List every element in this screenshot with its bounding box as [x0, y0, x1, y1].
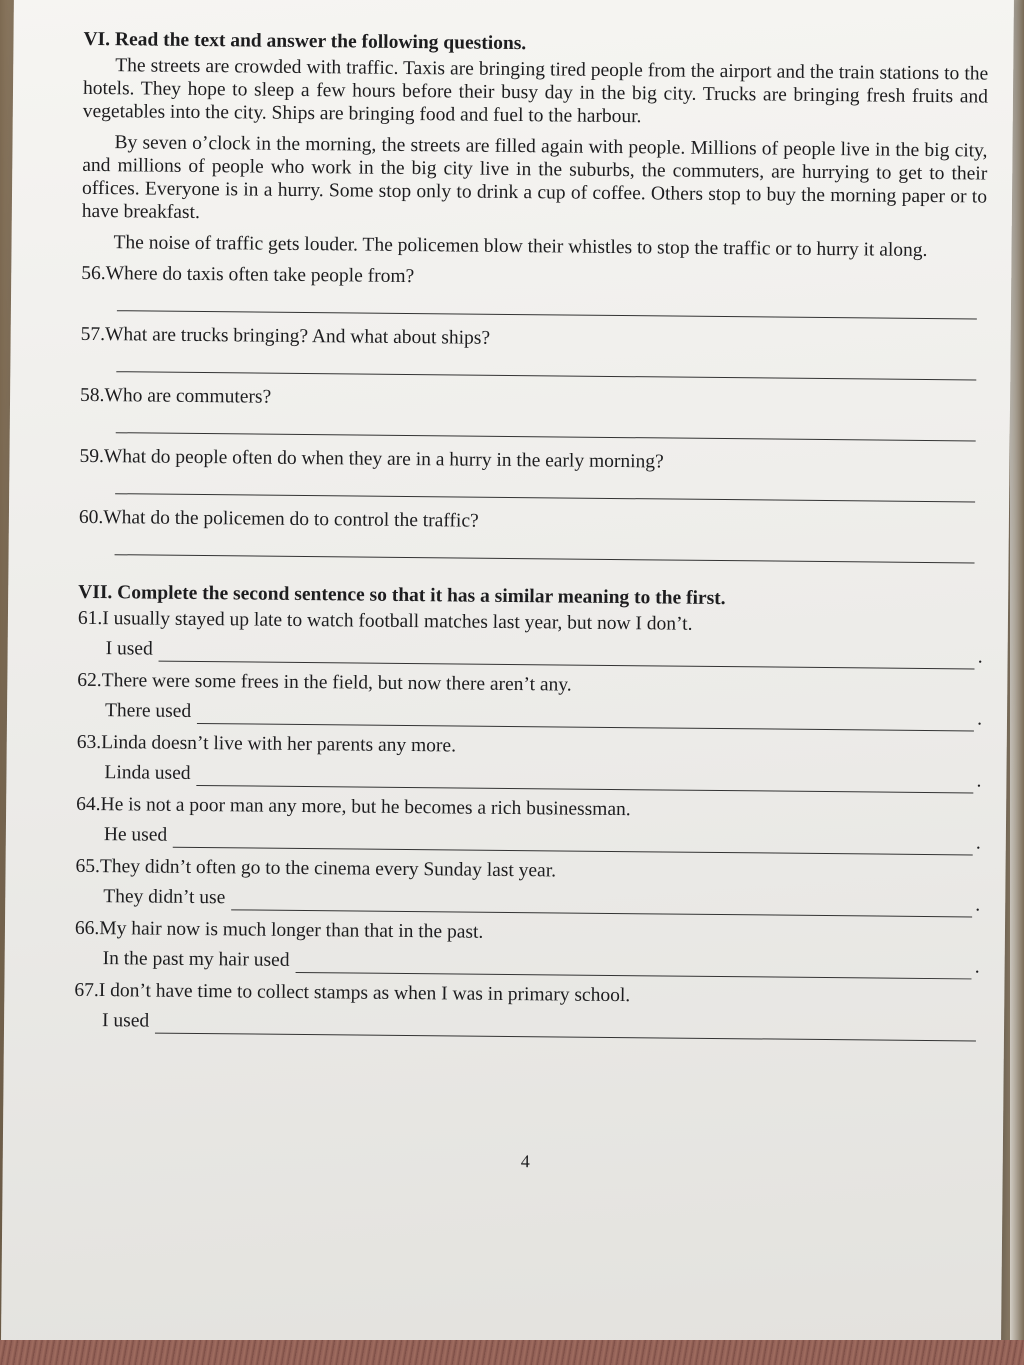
rewrite-blank[interactable]: [196, 765, 973, 793]
answer-line[interactable]: [115, 493, 975, 502]
rewrite-row: [103, 945, 980, 979]
answer-line[interactable]: [116, 371, 976, 380]
question-58: [80, 384, 985, 442]
original-sentence: 67.I don’t have time to collect stamps as when I was in primary school.: [74, 979, 631, 1007]
rewrite-item-65: [75, 855, 980, 918]
section-6-heading: VI. Read the text and answer the following questions.: [83, 28, 527, 55]
rewrite-blank[interactable]: [295, 952, 971, 979]
sentence-end-mark: .: [976, 770, 982, 792]
original-sentence: 66.My hair now is much longer than that in the past.: [74, 917, 484, 943]
section-7: [74, 581, 983, 1042]
worksheet-page: [1, 0, 1014, 1355]
answer-line[interactable]: [115, 554, 975, 563]
rewrite-row: [102, 1007, 979, 1041]
original-sentence: 63.Linda doesn’t live with her parents any more.: [76, 731, 457, 757]
original-sentence: 65.They didn’t often go to the cinema every Sunday last year.: [75, 855, 557, 882]
original-sentence: 61.I usually stayed up late to watch football matches last year, but now I don’t.: [77, 607, 693, 635]
section-7-heading: VII. Complete the second sentence so that it has a similar meaning to the first.: [78, 581, 726, 610]
question-56: [81, 262, 986, 320]
rewrite-blank[interactable]: [155, 1013, 976, 1042]
rewrite-row: [105, 697, 982, 731]
page-number: 4: [520, 1151, 530, 1172]
sentence-stem: I used: [101, 1010, 150, 1032]
rewrite-row: [104, 821, 981, 855]
rewrite-row: [106, 635, 983, 669]
question-57: [80, 323, 985, 381]
question-text: 60.What do the policemen do to control the traffic?: [78, 506, 479, 532]
table-surface-right: [1010, 0, 1024, 1365]
original-sentence: 64.He is not a poor man any more, but he becomes a rich businessman.: [76, 793, 631, 821]
rewrite-item-64: [76, 793, 981, 856]
question-text: 57.What are trucks bringing? And what about ships?: [80, 323, 491, 349]
rewrite-blank[interactable]: [173, 827, 973, 856]
sentence-stem: Linda used: [104, 762, 191, 784]
sentence-end-mark: .: [977, 646, 983, 668]
sentence-stem: They didn’t use: [103, 886, 226, 909]
answer-line[interactable]: [117, 310, 977, 319]
rewrite-row: [104, 759, 981, 793]
original-sentence: 62.There were some frees in the field, but now there aren’t any.: [77, 669, 572, 696]
sentence-stem: I used: [105, 638, 153, 660]
question-text: 56.Where do taxis often take people from?: [81, 262, 415, 288]
rewrite-item-67: [74, 979, 979, 1042]
question-59: [79, 445, 984, 503]
question-text: 58.Who are commuters?: [79, 384, 272, 408]
question-text: 59.What do people often do when they are in a hurry in the early morning?: [79, 445, 664, 473]
rewrite-item-63: [76, 731, 981, 794]
reading-paragraph-2: By seven o’clock in the morning, the streets are filled again with people. Millions of people live in the big city, and millions of people who work in the big city live in the suburbs, the commuters, are hurrying to get to their offices. Everyone is in a hurry. Some stop only to drink a cup of coffee. Others stop to buy the morning paper or to have breakfast.: [81, 132, 988, 223]
rewrite-item-61: [78, 607, 983, 670]
rewrite-blank[interactable]: [231, 889, 972, 917]
reading-paragraph-3: The noise of traffic gets louder. The policemen blow their whistles to stop the traffic or to hurry it along.: [113, 232, 928, 261]
sentence-stem: There used: [104, 700, 192, 722]
table-surface-bottom: [0, 1340, 1024, 1365]
rewrite-blank[interactable]: [159, 641, 975, 670]
sentence-stem: In the past my hair used: [102, 948, 290, 971]
sentence-end-mark: .: [977, 708, 983, 730]
sentence-end-mark: .: [975, 832, 981, 854]
sentence-stem: He used: [103, 824, 168, 846]
worksheet-content: [74, 28, 989, 1172]
reading-paragraph-1: The streets are crowded with traffic. Taxis are bringing tired people from the airport and the train stations to the hotels. They hope to sleep a few hours before their busy day in the big city. Trucks are bringing fresh fruits and vegetables into the city. Ships are bringing food and fuel to the harbour.: [82, 55, 989, 128]
rewrite-item-66: [75, 917, 980, 980]
sentence-end-mark: .: [974, 956, 980, 978]
answer-line[interactable]: [116, 432, 976, 441]
rewrite-item-62: [77, 669, 982, 732]
rewrite-blank[interactable]: [197, 703, 974, 731]
sentence-end-mark: .: [975, 894, 981, 916]
rewrite-row: [103, 883, 980, 917]
question-60: [79, 506, 984, 564]
